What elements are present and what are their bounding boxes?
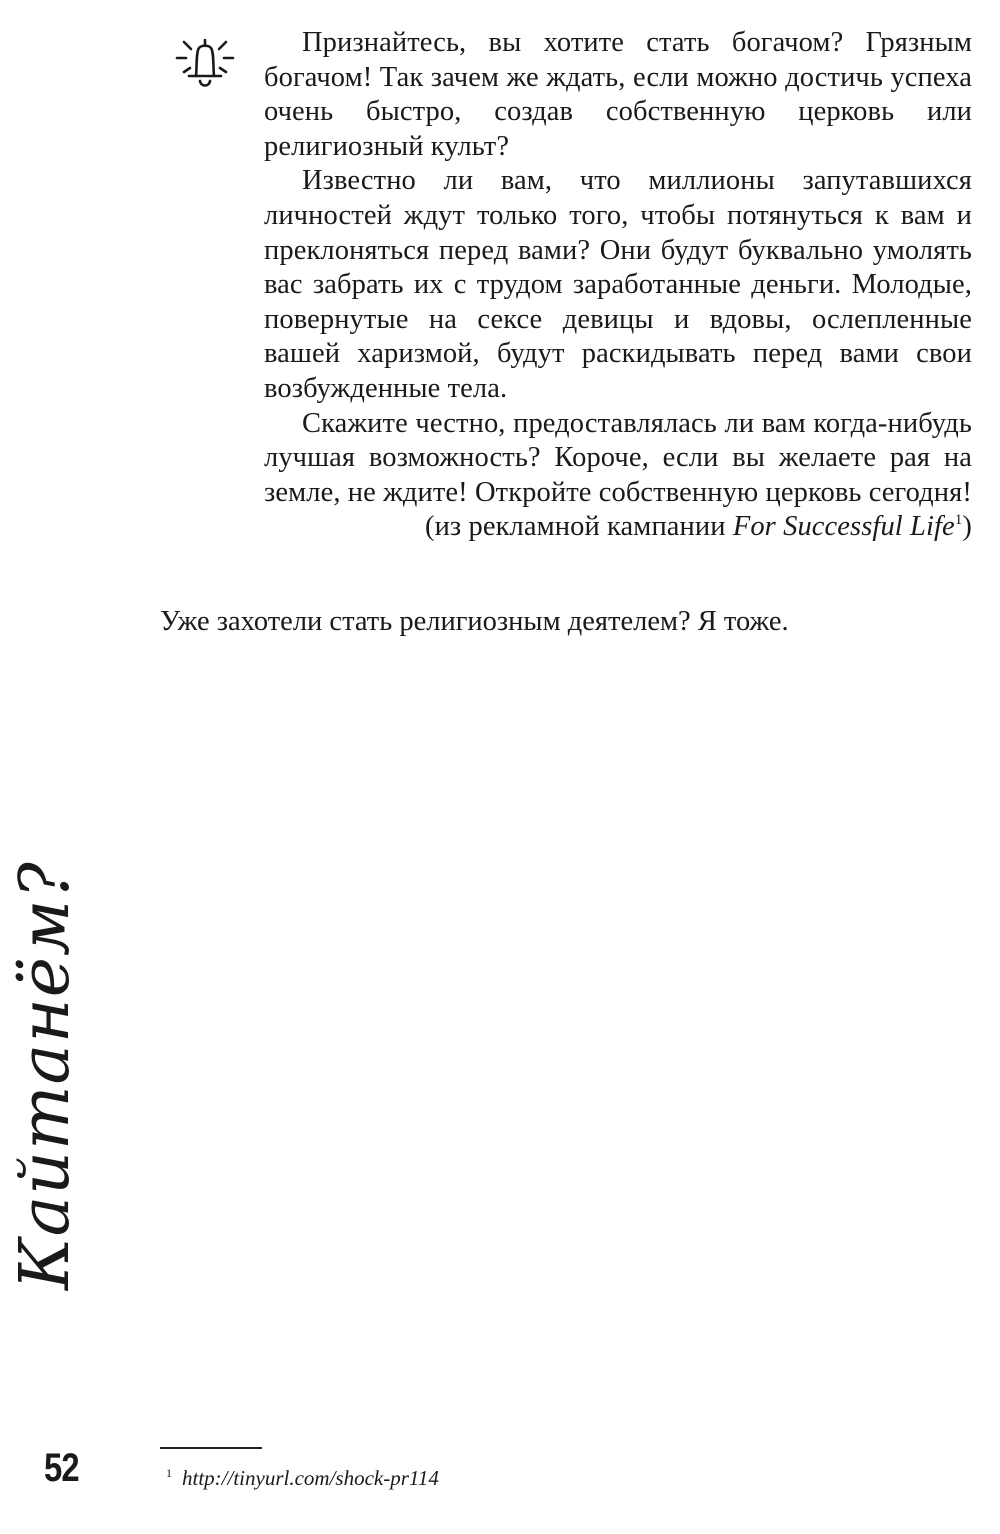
footnote-mark: 1 [166, 1466, 172, 1480]
quote-paragraph: Скажите честно, предоставлялась ли вам когда-нибудь лучшая возможность? Короче, если вы желаете рая на земле, не ждите! Откройте собственную церковь сегодня! [264, 407, 972, 508]
footnote-divider [160, 1447, 262, 1449]
quote-attribution [264, 510, 972, 545]
quote-paragraph: Признайтесь, вы хотите стать богачом? Грязным богачом! Так зачем же ждать, если можно достичь успеха очень быстро, создав собственную церковь или религиозный культ? [264, 27, 972, 162]
attribution-suffix: ) [962, 511, 972, 543]
side-brand-title: Кайтанём? [6, 861, 85, 1290]
footnote [166, 1466, 439, 1491]
footnote-reference: 1 [954, 512, 963, 529]
advertisement-quote [264, 26, 972, 545]
footnote-url: http://tinyurl.com/shock-pr114 [182, 1466, 439, 1490]
attribution-prefix: (из рекламной кампании [424, 511, 733, 543]
page-number: 52 [44, 1446, 79, 1490]
body-text: Уже захотели стать религиозным деятелем? Я тоже. [160, 606, 789, 637]
attribution-source: For Successful Life [732, 511, 955, 543]
bell-ringing-icon [172, 32, 238, 92]
quote-paragraph: Известно ли вам, что миллионы запутавшихся личностей ждут только того, чтобы потянуться к вам и преклоняться перед вами? Они будут буквально умолять вас забрать их с трудом заработанные деньги. Молодые, повернутые на сексе девицы и вдовы, ослепленные вашей харизмой, будут раскидывать перед вами свои возбужденные тела. [264, 165, 972, 404]
